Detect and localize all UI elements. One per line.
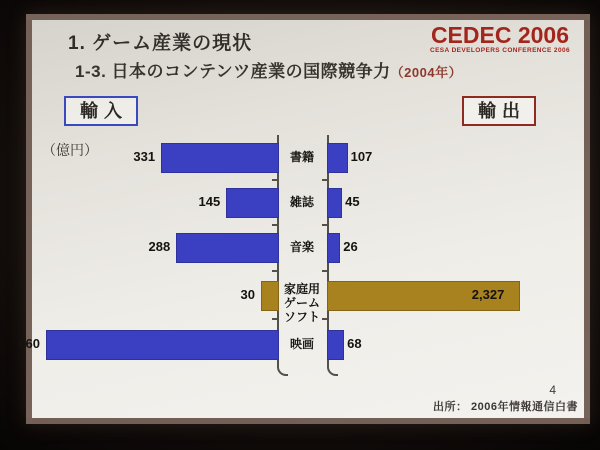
export-value: 45 (345, 194, 360, 209)
import-value: 660 (18, 336, 40, 351)
export-value: 2,327 (471, 287, 505, 302)
export-value: 107 (350, 149, 373, 164)
export-bar (327, 330, 344, 360)
page-number: 4 (549, 383, 556, 397)
export-value: 68 (347, 336, 362, 351)
axis-tick (322, 179, 328, 181)
import-value: 145 (198, 194, 221, 209)
import-axis-hook (277, 365, 288, 376)
axis-tick (272, 270, 278, 272)
import-bar (46, 330, 279, 360)
axis-tick (272, 179, 278, 181)
slide-subtitle-text: 1-3. 日本のコンテンツ産業の国際競争力 (75, 62, 391, 81)
import-value: 288 (148, 239, 171, 254)
export-legend-box: 輸出 (462, 96, 536, 126)
cedec-logo-title: CEDEC 2006 (430, 22, 570, 48)
slide-title: 1. ゲーム産業の現状 (68, 33, 253, 54)
axis-tick (322, 318, 328, 320)
unit-label: （億円） (42, 142, 98, 158)
import-legend-box: 輸入 (64, 96, 138, 126)
axis-tick (322, 224, 328, 226)
import-bar (226, 188, 279, 218)
slide-subtitle-year: （2004年） (390, 65, 463, 80)
import-value: 30 (240, 287, 255, 302)
export-axis-hook (327, 365, 338, 376)
slide (18, 14, 590, 424)
category-label: 音楽 (289, 240, 314, 254)
cedec-logo-tagline: CESA DEVELOPERS CONFERENCE 2006 (429, 47, 570, 54)
export-bar (327, 233, 340, 263)
source-note: 出所： 2006年情報通信白書 (432, 401, 578, 413)
category-label: 書籍 (289, 150, 314, 164)
axis-tick (322, 270, 328, 272)
category-label: 雑誌 (289, 195, 314, 209)
import-value: 331 (133, 149, 156, 164)
export-value: 26 (343, 239, 358, 254)
category-label: 家庭用 ゲーム ソフト (283, 282, 320, 324)
import-bar (176, 233, 279, 263)
category-label: 映画 (289, 337, 314, 351)
cedec-logo (430, 23, 570, 54)
slide-subtitle (75, 57, 462, 82)
export-bar (327, 143, 348, 173)
export-bar (327, 188, 342, 218)
axis-tick (272, 224, 278, 226)
import-bar (161, 143, 279, 173)
axis-tick (272, 318, 278, 320)
